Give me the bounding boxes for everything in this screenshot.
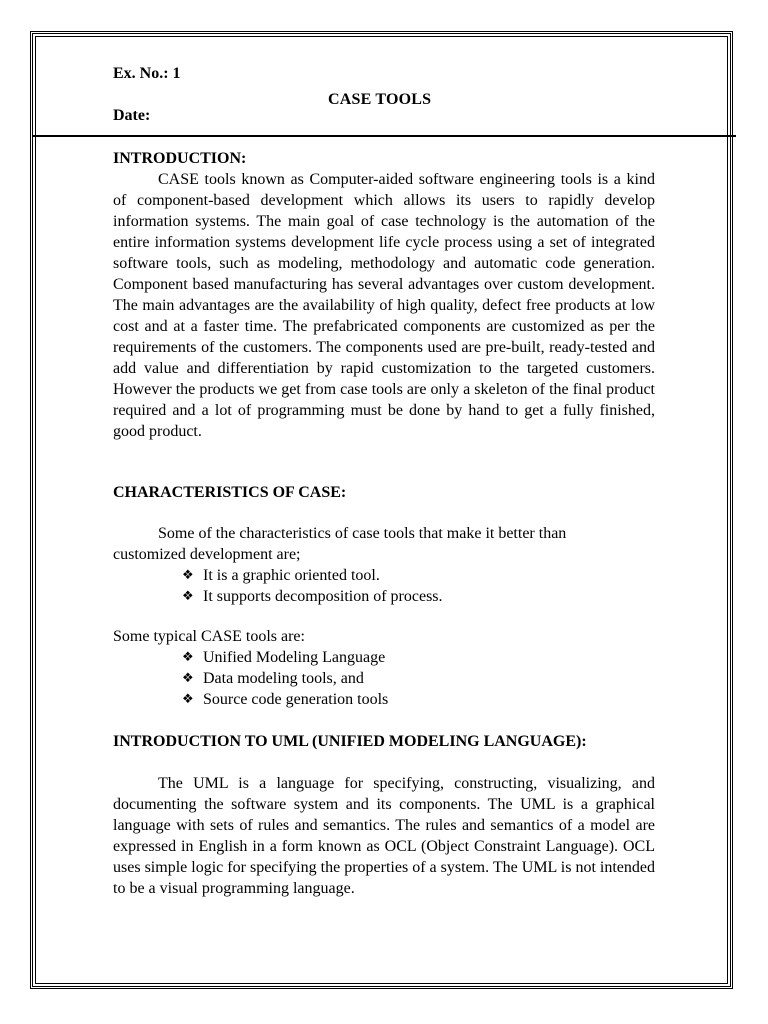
diamond-bullet-icon: ❖ bbox=[182, 589, 194, 604]
list-item-text: It is a graphic oriented tool. bbox=[203, 567, 380, 584]
characteristics-list bbox=[113, 565, 643, 607]
uml-heading-section bbox=[113, 731, 655, 752]
introduction-heading: INTRODUCTION: bbox=[113, 150, 247, 167]
characteristics-section bbox=[113, 482, 655, 503]
list-item-text: Source code generation tools bbox=[203, 691, 389, 708]
list-item bbox=[113, 647, 655, 668]
characteristics-intro: Some of the characteristics of case tools that make it better than customized development are; bbox=[113, 525, 567, 563]
introduction-section bbox=[113, 148, 655, 442]
list-item-text: Unified Modeling Language bbox=[203, 649, 386, 666]
case-tools-list bbox=[113, 647, 655, 710]
uml-paragraph: The UML is a language for specifying, constructing, visualizing, and documenting the software system and its components. The UML is a graphical language with sets of rules and semantics. The rules and semantics of a model are expressed in English in a form known as OCL (Object Constraint Language). OCL uses simple logic for specifying the properties of a system. The UML is not intended to be a visual programming language. bbox=[113, 775, 655, 897]
list-item bbox=[113, 668, 655, 689]
list-item bbox=[113, 586, 643, 607]
page-title: CASE TOOLS bbox=[328, 91, 432, 108]
date-label: Date: bbox=[113, 107, 151, 124]
uml-heading: INTRODUCTION TO UML (UNIFIED MODELING LANGUAGE): bbox=[113, 733, 587, 750]
diamond-bullet-icon: ❖ bbox=[182, 671, 194, 686]
uml-section bbox=[113, 773, 655, 899]
case-tools-section bbox=[113, 626, 655, 710]
introduction-paragraph: CASE tools known as Computer-aided software engineering tools is a kind of component-based development which allows its users to rapidly develop information systems. The main goal of case technology is the automation of the entire information systems development life cycle process using a set of integrated software tools, such as modeling, methodology and automatic code generation. Component based manufacturing has several advantages over custom development. The main advantages are the availability of high quality, defect free products at low cost and at a faster time. The prefabricated components are customized as per the requirements of the customers. The components used are pre-built, ready-tested and add value and differentiation by rapid customization to the targeted customers. However the products we get from case tools are only a skeleton of the final product required and a lot of programming must be done by hand to get a fully finished, good product. bbox=[113, 171, 655, 440]
list-item bbox=[113, 565, 643, 586]
list-item-text: Data modeling tools, and bbox=[203, 670, 364, 687]
exercise-number: Ex. No.: 1 bbox=[113, 65, 181, 82]
diamond-bullet-icon: ❖ bbox=[182, 568, 194, 583]
list-item-text: It supports decomposition of process. bbox=[203, 588, 443, 605]
diamond-bullet-icon: ❖ bbox=[182, 650, 194, 665]
case-tools-intro: Some typical CASE tools are: bbox=[113, 628, 305, 645]
characteristics-body bbox=[113, 523, 643, 607]
diamond-bullet-icon: ❖ bbox=[182, 692, 194, 707]
characteristics-heading: CHARACTERISTICS OF CASE: bbox=[113, 484, 347, 501]
list-item bbox=[113, 689, 655, 710]
header-section bbox=[33, 34, 736, 137]
